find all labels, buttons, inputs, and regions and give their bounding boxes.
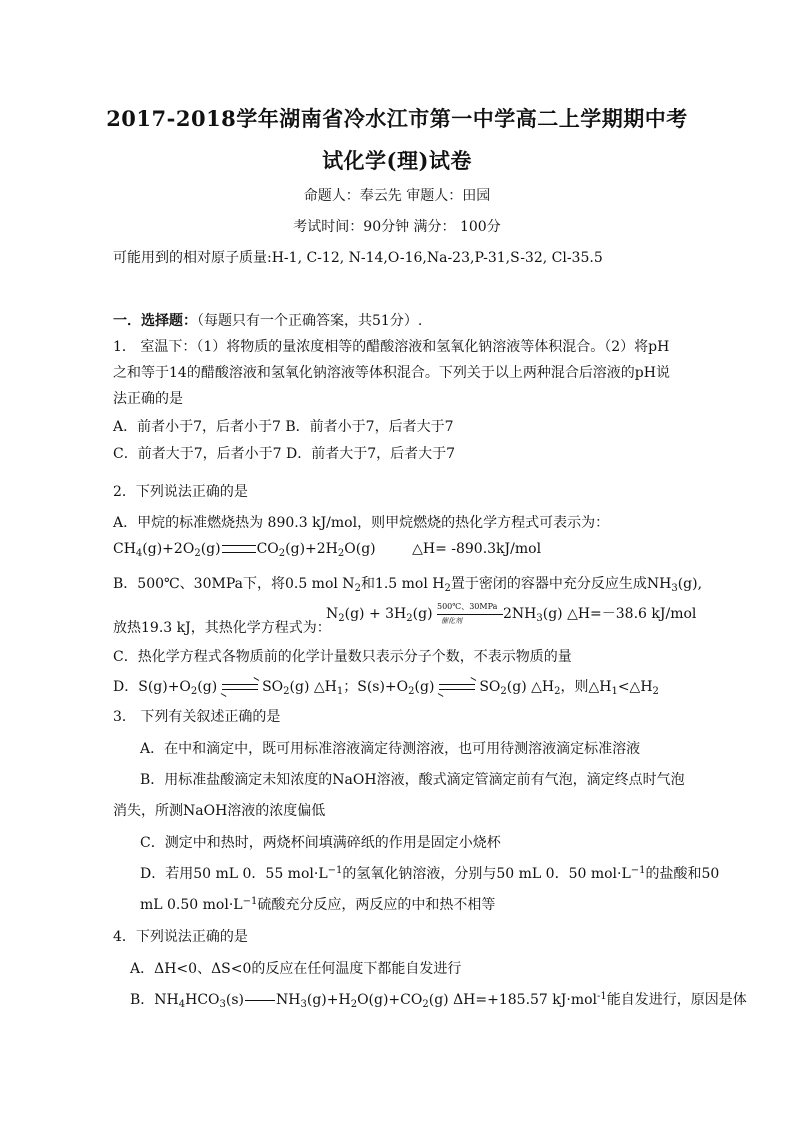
superscript: -1 <box>597 991 607 1002</box>
section-title: 一．选择题： <box>113 313 197 329</box>
section-note: （每题只有一个正确答案，共51分）. <box>197 313 423 329</box>
conditions-top: 500℃、30MPa <box>436 602 498 611</box>
subscript: 4 <box>135 548 143 559</box>
exam-title-line1: 2017-2018学年湖南省冷水江市第一中学高二上学期期中考 <box>106 106 688 131</box>
eq-text: (g) <box>412 606 433 622</box>
text: 的盐酸和50 <box>645 866 720 882</box>
text: 和1.5 mol H <box>360 576 445 592</box>
subscript: 2 <box>190 686 198 697</box>
exam-info-line: 考试时间：90分钟 满分： 100分 <box>293 219 501 235</box>
q2-option-a: A．甲烷的标准燃烧热为 890.3 kJ/mol，则甲烷燃烧的热化学方程式可表示为： <box>113 515 610 531</box>
eq-text: (g)+2O <box>142 541 195 557</box>
text: ；S(s)+O <box>343 679 409 695</box>
eq-text: O(g) <box>344 541 376 557</box>
eq-text: (g) △H=－38.6 kJ/mol <box>542 606 697 622</box>
text: 能自发进行，原因是体 <box>606 992 747 1008</box>
superscript: −1 <box>630 865 646 876</box>
exam-title-line2: 试化学(理)试卷 <box>322 148 472 173</box>
text: NH <box>276 992 301 1008</box>
subscript: 2 <box>354 583 361 594</box>
delta-h-value: △H= -890.3kJ/mol <box>412 541 542 557</box>
reaction-arrow <box>245 1000 275 1001</box>
subscript: 2 <box>444 583 451 594</box>
eq-text: N <box>326 606 339 622</box>
subscript: 1 <box>336 686 344 697</box>
subscript: 2 <box>350 999 358 1010</box>
q4-option-b <box>130 989 747 1010</box>
subscript: 3 <box>536 613 543 624</box>
subscript: 2 <box>194 548 201 559</box>
q1-line1: 1． 室温下：（1）将物质的量浓度相等的醋酸溶液和氢氧化钠溶液等体积混合。（2）将pH <box>113 339 670 355</box>
text: (g) ΔH=+185.57 kJ·mol <box>428 992 598 1008</box>
subscript: 2 <box>422 999 429 1010</box>
text: (g) <box>197 679 218 695</box>
q2-option-a-equation <box>113 541 685 557</box>
text: mL 0.50 mol·L <box>140 897 243 913</box>
text: SO <box>479 679 501 695</box>
subscript: 2 <box>337 548 345 559</box>
authors-line: 命题人：奉云先 审题人：田园 <box>303 188 491 204</box>
subscript: 2 <box>283 686 290 697</box>
reaction-arrow <box>437 614 503 615</box>
subscript: 1 <box>611 686 618 697</box>
q2-option-d <box>113 676 685 696</box>
q3-option-d-line2 <box>140 894 712 914</box>
text: 硫酸充分反应，两反应的中和热不相等 <box>257 897 496 913</box>
q3-stem: 3． 下列有关叙述正确的是 <box>113 709 281 725</box>
equals-sign <box>222 545 256 553</box>
q3-option-b-line2: 消失，所测NaOH溶液的浓度偏低 <box>113 803 326 819</box>
text: (g) △H <box>506 679 555 695</box>
q4-option-a: A．ΔH<0、ΔS<0的反应在任何温度下都能自发进行 <box>130 961 462 977</box>
text: <△H <box>617 679 653 695</box>
q3-option-a: A．在中和滴定中，既可用标准溶液滴定待测溶液，也可用待测溶液滴定标准溶液 <box>140 741 641 757</box>
superscript: −1 <box>327 865 343 876</box>
conditions-bottom: 催化剂 <box>440 617 462 625</box>
q2-option-b-line2: 放热19.3 kJ，其热化学方程式为： <box>113 620 331 636</box>
subscript: 2 <box>406 613 413 624</box>
text: 置于密闭的容器中充分反应生成NH <box>450 576 672 592</box>
q1-line2: 之和等于14的醋酸溶液和氢氧化钠溶液等体积混合。下列关于以上两种混合后溶液的pH说 <box>113 365 670 381</box>
text: SO <box>262 679 284 695</box>
eq-text: (g) + 3H <box>344 606 407 622</box>
text: B．500℃、30MPa下，将0.5 mol N <box>113 576 355 592</box>
text: (s) <box>225 992 245 1008</box>
subscript: 2 <box>338 613 345 624</box>
equilibrium-arrow-icon <box>439 682 475 692</box>
text: O(g)+CO <box>357 992 423 1008</box>
q1-options-cd: C．前者大于7，后者小于7 D．前者大于7，后者大于7 <box>113 446 456 462</box>
eq-text: (g) <box>200 541 221 557</box>
text: D．若用50 mL 0．55 mol·L <box>140 866 328 882</box>
text: (g)+H <box>306 992 351 1008</box>
text: 的氢氧化钠溶液，分别与50 mL 0．50 mol·L <box>342 866 631 882</box>
q4-stem: 4．下列说法正确的是 <box>113 929 248 945</box>
subscript: 2 <box>554 686 561 697</box>
subscript: 2 <box>278 548 286 559</box>
eq-text: (g)+2H <box>285 541 338 557</box>
q3-option-c: C．测定中和热时，两烧杯间填满碎纸的作用是固定小烧杯 <box>140 835 501 851</box>
atomic-masses-line: 可能用到的相对原子质量:H-1, C-12, N-14,O-16,Na-23,P-31,S-32, Cl-35.5 <box>113 250 603 266</box>
q3-option-b-line1: B．用标准盐酸滴定未知浓度的NaOH溶液，酸式滴定管滴定前有气泡，滴定终点时气泡 <box>140 772 685 788</box>
eq-text: 2NH <box>502 606 537 622</box>
q2-option-b-line1 <box>113 573 703 594</box>
subscript: 2 <box>408 686 415 697</box>
text: HCO <box>185 992 220 1008</box>
eq-text: CH <box>113 541 136 557</box>
subscript: 3 <box>219 999 226 1010</box>
subscript: 3 <box>671 583 678 594</box>
text: (g) △H <box>289 679 337 695</box>
q1-line3: 法正确的是 <box>113 391 183 407</box>
q1-options-ab: A．前者小于7，后者小于7 B．前者小于7，后者大于7 <box>113 419 454 435</box>
subscript: 3 <box>300 999 307 1010</box>
q3-option-d-line1 <box>140 863 720 883</box>
subscript: 4 <box>178 999 186 1010</box>
text: D．S(g)+O <box>113 679 191 695</box>
subscript: 2 <box>500 686 507 697</box>
q2-option-c: C．热化学方程式各物质前的化学计量数只表示分子个数，不表示物质的量 <box>113 649 572 665</box>
text: (g), <box>677 576 703 592</box>
text: ，则△H <box>560 679 612 695</box>
text: B．NH <box>130 992 179 1008</box>
subscript: 2 <box>652 686 659 697</box>
superscript: −1 <box>242 896 258 907</box>
eq-text: CO <box>256 541 279 557</box>
equilibrium-arrow-icon <box>222 682 258 692</box>
q2-stem: 2．下列说法正确的是 <box>113 484 248 500</box>
section-heading <box>113 310 685 330</box>
text: (g) <box>414 679 435 695</box>
